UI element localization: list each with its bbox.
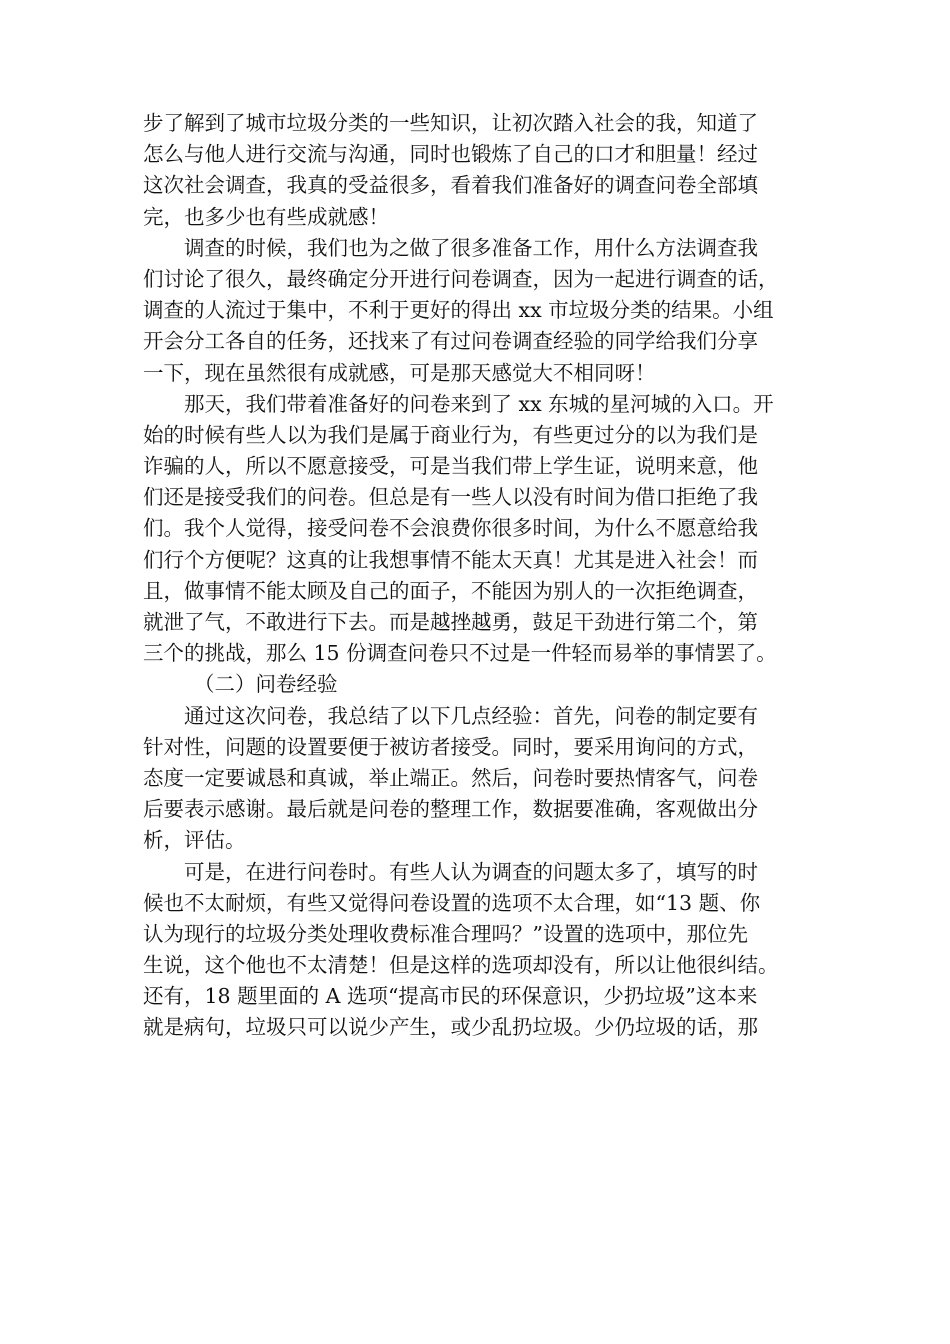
heading-text: （二）问卷经验 xyxy=(194,672,338,697)
text-line: 调查的人流过于集中，不利于更好的得出 xx 市垃圾分类的结果。小组 xyxy=(143,298,774,323)
text-line: 这次社会调查，我真的受益很多，看着我们准备好的调查问卷全部填 xyxy=(143,173,758,198)
section-heading xyxy=(143,669,825,700)
document-body xyxy=(143,108,825,1044)
text-line: 就是病句，垃圾只可以说少产生，或少乱扔垃圾。少仍垃圾的话，那 xyxy=(143,1015,758,1040)
text-line: 可是，在进行问卷时。有些人认为调查的问题太多了，填写的时 xyxy=(184,859,758,884)
paragraph xyxy=(143,857,825,1044)
text-line: 怎么与他人进行交流与沟通，同时也锻炼了自己的口才和胆量！经过 xyxy=(143,142,758,167)
text-line: 还有，18 题里面的 A 选项“提高市民的环保意识，少扔垃圾”这本来 xyxy=(143,984,758,1009)
text-line: 调查的时候，我们也为之做了很多准备工作，用什么方法调查我 xyxy=(184,235,758,260)
text-line: 们。我个人觉得，接受问卷不会浪费你很多时间，为什么不愿意给我 xyxy=(143,516,758,541)
text-line: 就泄了气，不敢进行下去。而是越挫越勇，鼓足干劲进行第二个，第 xyxy=(143,610,758,634)
text-line: 始的时候有些人以为我们是属于商业行为，有些更过分的以为我们是 xyxy=(143,422,758,447)
text-line: 后要表示感谢。最后就是问卷的整理工作，数据要准确，客观做出分 xyxy=(143,797,758,822)
text-line: 针对性，问题的设置要便于被访者接受。同时，要采用询问的方式， xyxy=(143,734,758,759)
paragraph xyxy=(143,389,825,670)
text-line: 那天，我们带着准备好的问卷来到了 xx 东城的星河城的入口。开 xyxy=(184,391,774,416)
paragraph xyxy=(143,108,825,233)
text-line: 认为现行的垃圾分类处理收费标准合理吗？”设置的选项中，那位先 xyxy=(143,921,748,946)
text-line: 三个的挑战，那么 15 份调查问卷只不过是一件轻而易举的事情罢了。 xyxy=(143,641,777,666)
text-line: 开会分工各自的任务，还找来了有过问卷调查经验的同学给我们分享 xyxy=(143,329,758,354)
text-line: 完，也多少也有些成就感！ xyxy=(143,204,389,229)
text-line: 一下，现在虽然很有成就感，可是那天感觉大不相同呀！ xyxy=(143,360,656,385)
text-line: 们行个方便呢？这真的让我想事情不能太天真！尤其是进入社会！而 xyxy=(143,547,758,572)
text-line: 通过这次问卷，我总结了以下几点经验：首先，问卷的制定要有 xyxy=(184,703,758,728)
text-line: 析，评估。 xyxy=(143,828,246,853)
text-line: 生说，这个他也不太清楚！但是这样的选项却没有，所以让他很纠结。 xyxy=(143,953,779,978)
text-line: 候也不太耐烦，有些又觉得问卷设置的选项不太合理，如“13 题、你 xyxy=(143,890,761,915)
paragraph xyxy=(143,701,825,857)
text-line: 诈骗的人，所以不愿意接受，可是当我们带上学生证，说明来意，他 xyxy=(143,454,758,479)
paragraph xyxy=(143,233,825,389)
text-line: 步了解到了城市垃圾分类的一些知识，让初次踏入社会的我，知道了 xyxy=(143,111,758,135)
text-line: 们还是接受我们的问卷。但总是有一些人以没有时间为借口拒绝了我 xyxy=(143,485,758,510)
text-line: 们讨论了很久，最终确定分开进行问卷调查，因为一起进行调查的话， xyxy=(143,266,779,291)
text-line: 且，做事情不能太顾及自己的面子，不能因为别人的一次拒绝调查， xyxy=(143,578,758,603)
text-line: 态度一定要诚恳和真诚，举止端正。然后，问卷时要热情客气，问卷 xyxy=(143,765,758,790)
